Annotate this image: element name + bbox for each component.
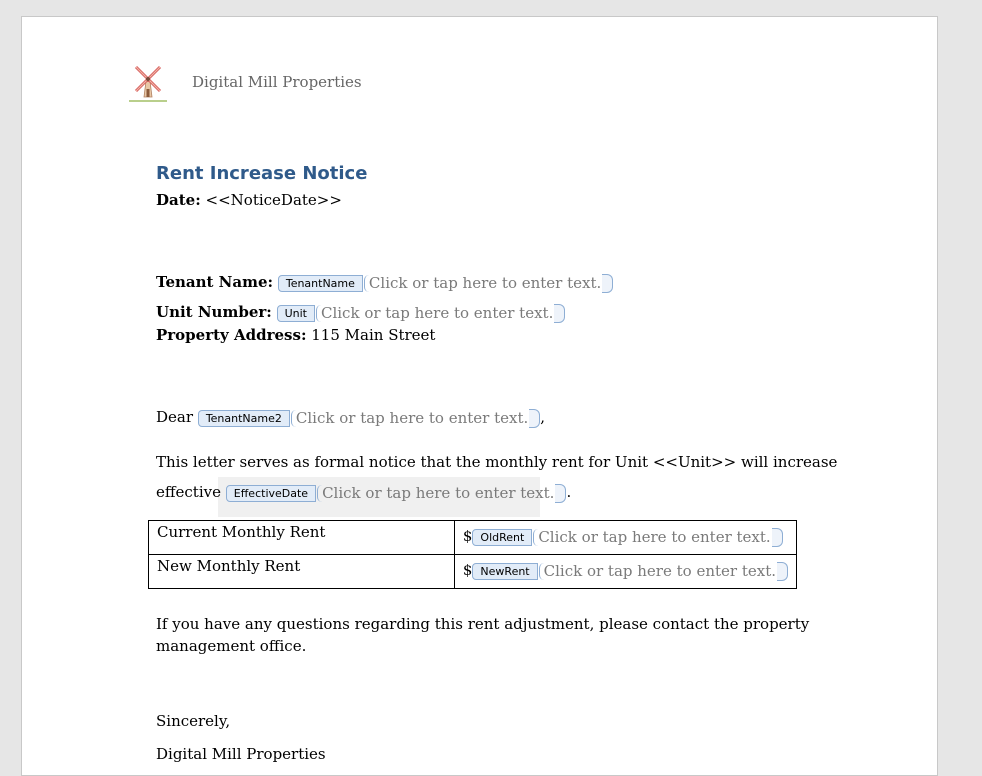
salutation-line	[156, 408, 545, 428]
table-row	[149, 521, 797, 555]
closing: Sincerely,	[156, 712, 231, 730]
date-line	[156, 191, 342, 209]
effective-date-tag[interactable]: EffectiveDate	[226, 485, 316, 502]
body-period: .	[566, 483, 572, 501]
table-row	[149, 555, 797, 589]
signature: Digital Mill Properties	[156, 745, 326, 763]
tenant-name-label: Tenant Name:	[156, 273, 274, 291]
current-rent-label: Current Monthly Rent	[149, 521, 455, 555]
body-line-1: This letter serves as formal notice that the monthly rent for Unit <<Unit>> will increase	[156, 453, 838, 471]
date-label: Date:	[156, 191, 201, 209]
new-rent-content-control[interactable]	[472, 562, 788, 581]
tenant-name2-tag[interactable]: TenantName2	[198, 410, 290, 427]
property-address-value: 115 Main Street	[311, 326, 436, 344]
windmill-icon	[128, 61, 168, 103]
current-rent-cell	[454, 521, 796, 555]
property-address-label: Property Address:	[156, 326, 307, 344]
new-rent-tag[interactable]: NewRent	[472, 563, 537, 580]
unit-content-control[interactable]	[277, 304, 566, 323]
unit-number-line	[156, 303, 565, 323]
new-rent-placeholder[interactable]: Click or tap here to enter text.	[543, 562, 776, 580]
questions-line-2: management office.	[156, 637, 307, 655]
company-name: Digital Mill Properties	[192, 73, 362, 91]
unit-placeholder[interactable]: Click or tap here to enter text.	[320, 304, 554, 322]
tenant-name-content-control[interactable]	[278, 274, 613, 293]
effective-date-placeholder[interactable]: Click or tap here to enter text.	[322, 484, 555, 502]
old-rent-placeholder[interactable]: Click or tap here to enter text.	[538, 528, 771, 546]
rent-table	[148, 520, 797, 589]
unit-tag[interactable]: Unit	[277, 305, 315, 322]
property-address-line	[156, 326, 435, 344]
questions-line-1: If you have any questions regarding this rent adjustment, please contact the property	[156, 615, 810, 633]
old-rent-tag[interactable]: OldRent	[472, 529, 532, 546]
tenant-name2-placeholder[interactable]: Click or tap here to enter text.	[295, 409, 529, 427]
tenant-name2-content-control[interactable]	[198, 409, 540, 428]
company-header	[120, 61, 380, 113]
currency-symbol: $	[462, 561, 473, 579]
unit-number-label: Unit Number:	[156, 303, 272, 321]
body-line-2	[156, 483, 571, 503]
old-rent-content-control[interactable]	[472, 528, 782, 547]
effective-date-content-control[interactable]	[226, 484, 567, 503]
salutation-comma: ,	[540, 408, 546, 426]
tenant-name-line	[156, 273, 613, 293]
effective-text: effective	[156, 483, 221, 501]
currency-symbol: $	[462, 527, 473, 545]
document-page	[21, 16, 938, 776]
new-rent-label: New Monthly Rent	[149, 555, 455, 589]
date-value: <<NoticeDate>>	[205, 191, 342, 209]
tenant-name-placeholder[interactable]: Click or tap here to enter text.	[368, 274, 602, 292]
new-rent-cell	[454, 555, 796, 589]
document-title: Rent Increase Notice	[156, 163, 368, 184]
dear-text: Dear	[156, 408, 194, 426]
tenant-name-tag[interactable]: TenantName	[278, 275, 363, 292]
